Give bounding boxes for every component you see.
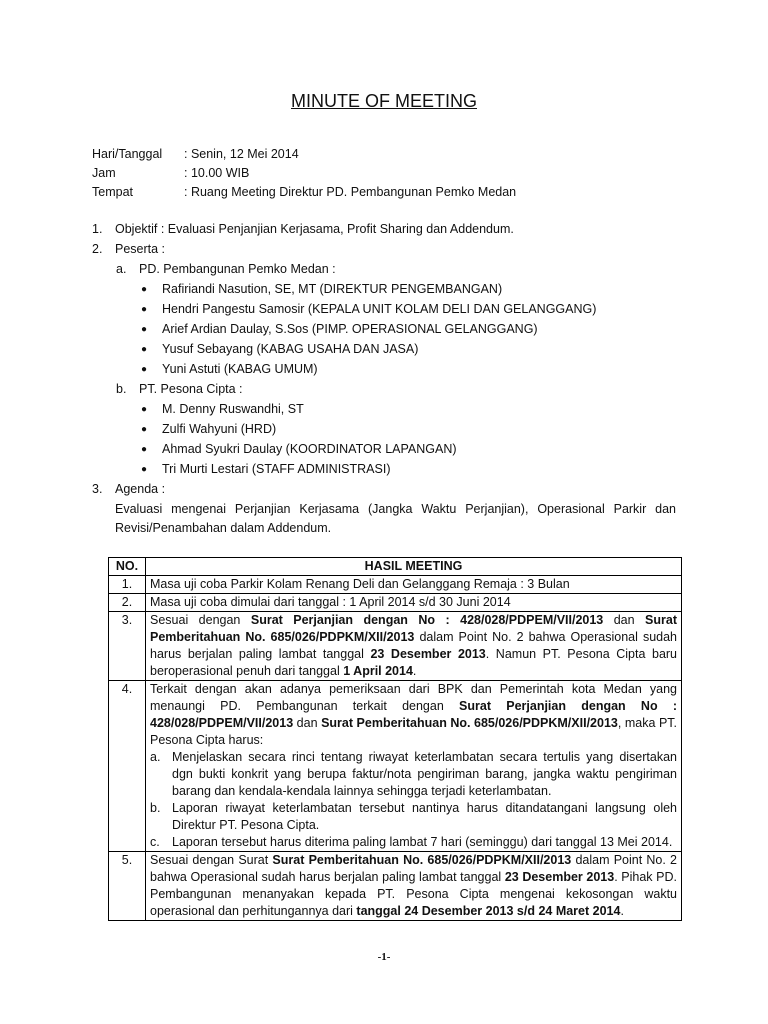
row-intro — [150, 681, 677, 749]
row-text — [146, 852, 682, 921]
info-value: : 10.00 WIB — [184, 166, 250, 180]
participant-item — [92, 280, 676, 300]
bold-reference: Surat Pemberitahuan No. 685/026/PDPKM/XII/2013 — [321, 716, 618, 730]
participant-name: M. Denny Ruswandhi, ST — [162, 402, 304, 416]
item-text: Peserta : — [115, 242, 166, 256]
group-letter: b. — [116, 382, 127, 396]
bold-reference: Surat Pemberitahuan No. 685/026/PDPKM/XII/2013 — [272, 853, 572, 867]
meeting-info — [92, 145, 516, 202]
info-label: Hari/Tanggal — [92, 147, 163, 161]
info-value: : Ruang Meeting Direktur PD. Pembangunan Pemko Medan — [184, 185, 517, 199]
row-text — [146, 612, 682, 681]
text-run: Terkait dengan akan adanya pemeriksaan dari BPK dan Pemerintah kota Medan yang menaungi PD. Pembangunan terkait dengan — [150, 682, 677, 713]
item-number: 3. — [92, 482, 103, 496]
participant-group-b — [92, 380, 676, 400]
text-run: . Pihak PD. Pembangunan menanyakan kepada PT. Pesona Cipta mengenai kekosongan waktu operasional dan perhitungannya dari — [150, 870, 678, 918]
participant-item — [92, 420, 676, 440]
sub-text: Laporan tersebut harus diterima paling lambat 7 hari (seminggu) dari tanggal 13 Mei 2014. — [172, 835, 673, 849]
meeting-items — [92, 220, 676, 538]
sub-letter: a. — [150, 750, 161, 764]
text-run: dan — [293, 716, 322, 730]
meeting-results-table — [108, 557, 682, 921]
item-text: Objektif : Evaluasi Penjanjian Kerjasama, Profit Sharing dan Addendum. — [115, 222, 514, 236]
text-run: dalam Point No. 2 bahwa Operasional sudah harus berjalan paling lambat tanggal — [150, 630, 678, 661]
participant-name: Rafiriandi Nasution, SE, MT (DIREKTUR PENGEMBANGAN) — [162, 282, 503, 296]
bold-date: 1 April 2014 — [343, 664, 413, 678]
participant-item — [92, 360, 676, 380]
participant-name: Ahmad Syukri Daulay (KOORDINATOR LAPANGAN) — [162, 442, 457, 456]
bold-date: 23 Desember 2013 — [504, 870, 615, 884]
bold-reference: Surat Pemberitahuan No. 685/026/PDPKM/XII/2013 — [150, 613, 677, 644]
table-header-row — [109, 558, 682, 576]
participant-name: Hendri Pangestu Samosir (KEPALA UNIT KOLAM DELI DAN GELANGGANG) — [162, 302, 597, 316]
table-row — [109, 576, 682, 594]
bold-date: 23 Desember 2013 — [370, 647, 486, 661]
info-label: Jam — [92, 166, 116, 180]
text-run: . — [620, 904, 624, 918]
row-text: Masa uji coba dimulai dari tanggal : 1 April 2014 s/d 30 Juni 2014 — [146, 594, 682, 612]
document-title: MINUTE OF MEETING — [291, 91, 477, 111]
participant-item — [92, 320, 676, 340]
agenda-description: Evaluasi mengenai Perjanjian Kerjasama (Jangka Waktu Perjanjian), Operasional Parkir dan Revisi/Penambahan dalam Addendum. — [115, 502, 676, 535]
bullet-icon: ● — [141, 304, 148, 315]
sub-letter: c. — [150, 835, 160, 849]
sub-list-item — [150, 749, 677, 800]
bold-date: tanggal 24 Desember 2013 s/d 24 Maret 2014 — [356, 904, 621, 918]
info-row-date — [92, 145, 516, 164]
participant-name: Tri Murti Lestari (STAFF ADMINISTRASI) — [162, 462, 391, 476]
list-item-participants — [92, 240, 676, 260]
group-title: PT. Pesona Cipta : — [139, 382, 243, 396]
item-number: 1. — [92, 222, 103, 236]
text-run: . — [412, 664, 417, 678]
list-item-objective — [92, 220, 676, 240]
group-title: PD. Pembangunan Pemko Medan : — [139, 262, 336, 276]
bullet-icon: ● — [141, 284, 148, 295]
bullet-icon: ● — [141, 424, 148, 435]
bullet-icon: ● — [141, 364, 148, 375]
bullet-icon: ● — [141, 324, 148, 335]
text-run: dan — [603, 613, 646, 627]
table-row — [109, 612, 682, 681]
bold-reference: Surat Perjanjian dengan No : 428/028/PDPEM/VII/2013 — [250, 613, 604, 627]
text-run: . Namun PT. Pesona Cipta baru beroperasional penuh dari tanggal — [150, 647, 678, 678]
participant-name: Yuni Astuti (KABAG UMUM) — [162, 362, 318, 376]
participant-item — [92, 300, 676, 320]
info-row-place — [92, 183, 516, 202]
info-value: : Senin, 12 Mei 2014 — [184, 147, 299, 161]
list-item-agenda — [92, 480, 676, 500]
header-hasil: HASIL MEETING — [146, 558, 682, 576]
bullet-icon: ● — [141, 404, 148, 415]
sub-list-item — [150, 800, 677, 834]
row-number: 4. — [109, 681, 146, 852]
text-run: , maka PT. Pesona Cipta harus: — [150, 716, 677, 747]
header-no: NO. — [109, 558, 146, 576]
table-row — [109, 852, 682, 921]
sub-letter: b. — [150, 801, 161, 815]
row-text — [146, 681, 682, 852]
participant-name: Zulfi Wahyuni (HRD) — [162, 422, 277, 436]
table-row — [109, 594, 682, 612]
row-text: Masa uji coba Parkir Kolam Renang Deli dan Gelanggang Remaja : 3 Bulan — [146, 576, 682, 594]
bullet-icon: ● — [141, 464, 148, 475]
text-run: Sesuai dengan — [150, 613, 251, 627]
page-number: -1- — [377, 951, 391, 963]
text-run: Sesuai dengan Surat — [150, 853, 273, 867]
bold-reference: Surat Perjanjian dengan No : 428/028/PDPEM/VII/2013 — [150, 699, 677, 730]
row-number: 5. — [109, 852, 146, 921]
table-row — [109, 681, 682, 852]
participant-item — [92, 460, 676, 480]
row-number: 3. — [109, 612, 146, 681]
participant-name: Arief Ardian Daulay, S.Sos (PIMP. OPERASIONAL GELANGGANG) — [162, 322, 538, 336]
sub-text: Laporan riwayat keterlambatan tersebut nantinya harus ditandatangani langsung oleh Direktur PT. Pesona Cipta. — [172, 801, 677, 832]
participant-group-a — [92, 260, 676, 280]
item-text: Agenda : — [115, 482, 166, 496]
bullet-icon: ● — [141, 344, 148, 355]
participant-name: Yusuf Sebayang (KABAG USAHA DAN JASA) — [162, 342, 419, 356]
sub-text: Menjelaskan secara rinci tentang riwayat keterlambatan secara tertulis yang disertakan dgn bukti konkrit yang berupa faktur/nota pengiriman barang, jangka waktu pengiriman barang dan kendala-kendala lainnya sehingga terjadi keterlambatan. — [172, 750, 677, 798]
participant-item — [92, 440, 676, 460]
row-number: 1. — [109, 576, 146, 594]
group-letter: a. — [116, 262, 127, 276]
participant-item — [92, 400, 676, 420]
sub-list-item — [150, 834, 677, 851]
row-number: 2. — [109, 594, 146, 612]
bullet-icon: ● — [141, 444, 148, 455]
text-run: dalam Point No. 2 bahwa Operasional sudah harus berjalan paling lambat tanggal — [150, 853, 677, 884]
info-row-time — [92, 164, 516, 183]
participant-item — [92, 340, 676, 360]
info-label: Tempat — [92, 185, 133, 199]
item-number: 2. — [92, 242, 103, 256]
